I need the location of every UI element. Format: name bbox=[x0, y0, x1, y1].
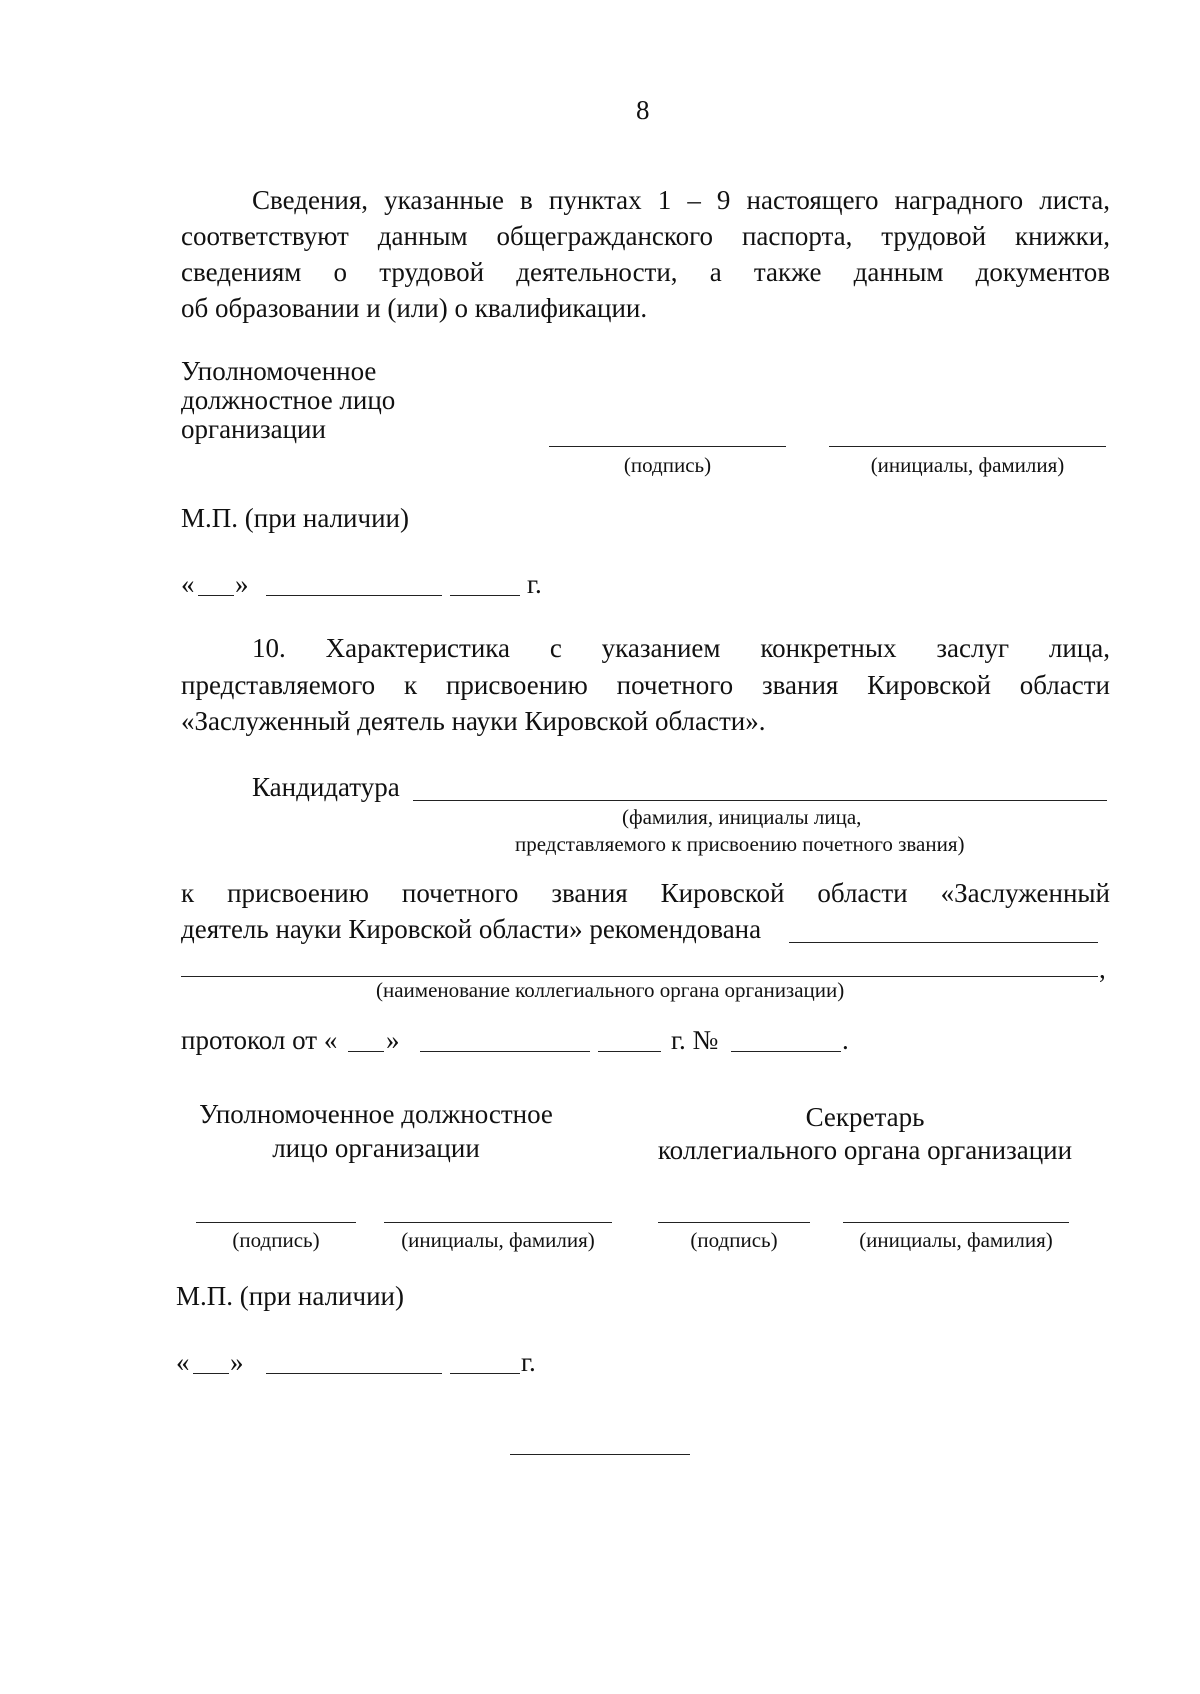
date1-open-quote: « bbox=[181, 569, 195, 599]
name-line-left[interactable] bbox=[384, 1222, 612, 1223]
candidate-caption-1: (фамилия, инициалы лица, bbox=[622, 805, 862, 829]
candidate-name-line[interactable] bbox=[413, 800, 1107, 801]
signatory-right-line-1: Секретарь bbox=[805, 1102, 925, 1132]
name-line-right[interactable] bbox=[843, 1222, 1069, 1223]
signature-line-right[interactable] bbox=[658, 1222, 810, 1223]
intro-line-3: сведениям о трудовой деятельности, а также данным документов bbox=[181, 257, 1110, 287]
signatory-right-line-2: коллегиального органа организации bbox=[657, 1135, 1073, 1165]
item10-line-2: представляемого к присвоению почетного звания Кировской области bbox=[181, 670, 1110, 700]
candidate-caption-2: представляемого к присвоению почетного звания) bbox=[515, 832, 965, 856]
official1-line-1: Уполномоченное bbox=[181, 356, 377, 386]
item10-line-3: «Заслуженный деятель науки Кировской области». bbox=[181, 706, 766, 736]
date1-close-quote: » bbox=[235, 569, 249, 599]
date2-close-quote: » bbox=[230, 1347, 244, 1377]
page-number: 8 bbox=[636, 95, 650, 125]
date2-year-suffix: г. bbox=[521, 1347, 536, 1377]
seal-note-2: М.П. (при наличии) bbox=[176, 1281, 404, 1311]
item10-line-1: 10. Характеристика с указанием конкретных заслуг лица, bbox=[252, 633, 1110, 663]
recommend-body-line-1[interactable] bbox=[789, 942, 1098, 943]
date2-month-line[interactable] bbox=[266, 1373, 442, 1374]
protocol-number-line[interactable] bbox=[731, 1051, 841, 1052]
recommend-line-1: к присвоению почетного звания Кировской области «Заслуженный bbox=[181, 878, 1110, 908]
date1-day-line[interactable] bbox=[198, 595, 234, 596]
name-line-1[interactable] bbox=[829, 446, 1106, 447]
name-caption-left: (инициалы, фамилия) bbox=[401, 1228, 595, 1252]
signatory-left-line-1: Уполномоченное должностное bbox=[199, 1099, 553, 1129]
signature-line-left[interactable] bbox=[196, 1222, 356, 1223]
signature-caption-right: (подпись) bbox=[690, 1228, 778, 1252]
protocol-year-line[interactable] bbox=[598, 1051, 661, 1052]
recommend-caption: (наименование коллегиального органа организации) bbox=[376, 978, 845, 1002]
date2-open-quote: « bbox=[176, 1347, 190, 1377]
official1-line-2: должностное лицо bbox=[181, 385, 396, 415]
protocol-end: . bbox=[842, 1025, 849, 1055]
recommend-comma: , bbox=[1099, 954, 1106, 984]
protocol-prefix: протокол от « bbox=[181, 1025, 338, 1055]
signature-caption-left: (подпись) bbox=[232, 1228, 320, 1252]
protocol-close-quote: » bbox=[386, 1025, 400, 1055]
signature-line-1[interactable] bbox=[549, 446, 786, 447]
official1-line-3: организации bbox=[181, 414, 326, 444]
date1-month-line[interactable] bbox=[266, 595, 442, 596]
date1-year-suffix: г. bbox=[527, 569, 542, 599]
date2-day-line[interactable] bbox=[193, 1373, 229, 1374]
protocol-year-label: г. № bbox=[671, 1025, 719, 1055]
signatory-left-line-2: лицо организации bbox=[272, 1133, 480, 1163]
date1-year-line[interactable] bbox=[450, 595, 520, 596]
name-caption-right: (инициалы, фамилия) bbox=[859, 1228, 1053, 1252]
recommend-line-2: деятель науки Кировской области» рекомендована bbox=[181, 914, 762, 944]
protocol-day-line[interactable] bbox=[348, 1051, 384, 1052]
intro-line-4: об образовании и (или) о квалификации. bbox=[181, 293, 648, 323]
name-caption-1: (инициалы, фамилия) bbox=[870, 453, 1065, 477]
date2-year-line[interactable] bbox=[450, 1373, 520, 1374]
closing-divider bbox=[510, 1454, 690, 1455]
seal-note-1: М.П. (при наличии) bbox=[181, 503, 409, 533]
intro-line-2: соответствуют данным общегражданского паспорта, трудовой книжки, bbox=[181, 221, 1110, 251]
intro-line-1: Сведения, указанные в пунктах 1 – 9 настоящего наградного листа, bbox=[252, 185, 1110, 215]
protocol-month-line[interactable] bbox=[420, 1051, 590, 1052]
candidate-label: Кандидатура bbox=[252, 772, 400, 802]
signature-caption-1: (подпись) bbox=[623, 453, 712, 477]
